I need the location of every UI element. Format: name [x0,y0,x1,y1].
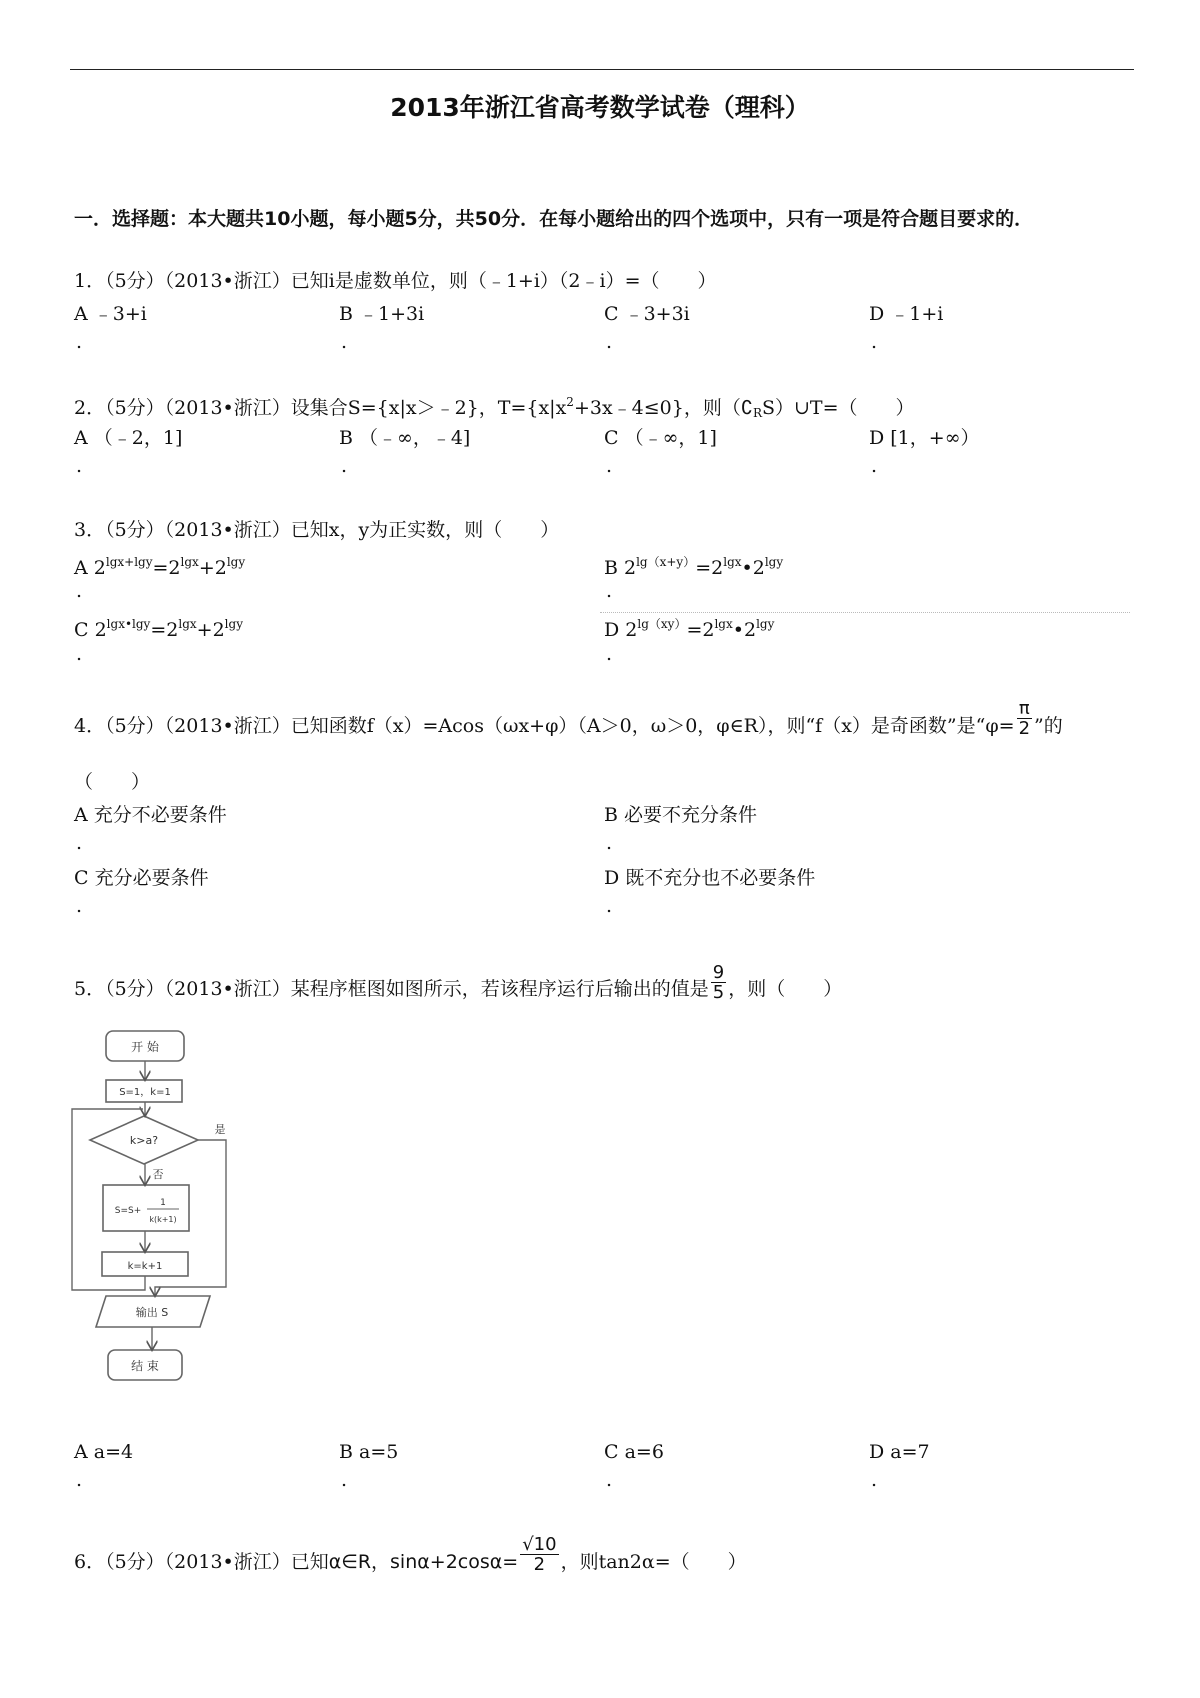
q4-option-a: A 充分不必要条件 [74,804,227,826]
q1-option-c: C ﹣3+3i [604,303,690,325]
sqrt10-over-2-fraction: $\frac{√10}{2}$ [522,1534,557,1575]
option-dot: . [341,455,348,477]
q3-option-d: D $2^{lg(xy)}=2^{lgx}•2^{lgy}$ [604,617,775,641]
section-heading: 一．选择题：本大题共10小题，每小题5分，共50分．在每小题给出的四个选项中，只有一项是符合题目要求的． [74,208,1034,230]
q4-option-b: B 必要不充分条件 [604,804,758,826]
flow-update-num: 1 [160,1198,166,1208]
question-4-stem: 4．（5分）（2013•浙江）已知函数f（x）=Acos（ωx+φ）（A＞0，ω＞0，φ∈R），则“f（x）是奇函数”是“φ= $\frac{\pi}{2}$ ”的 [74,698,1063,739]
q2-option-a: A （﹣2，1] [74,427,183,449]
option-dot: . [76,1469,83,1491]
question-5-stem: 5．（5分）（2013•浙江）某程序框图如图所示，若该程序运行后输出的值是 $\frac{9}{5}$ ，则（ ） [74,962,843,1003]
page-title: 2013年浙江省高考数学试卷（理科） [390,93,810,122]
question-1-stem: 1．（5分）（2013•浙江）已知i是虚数单位，则（﹣1+i）（2﹣i）=（ ） [74,270,717,292]
q3-option-b: B $2^{lg(x+y)}=2^{lgx}•2^{lgy}$ [604,555,784,579]
q1-option-d: D ﹣1+i [869,303,944,325]
q1-option-a: A ﹣3+i [74,303,147,325]
flow-yes-label: 是 [214,1123,226,1136]
flow-init-label: S=1，k=1 [119,1087,171,1098]
option-dot: . [606,331,613,353]
question-6-stem: 6．（5分）（2013•浙江）已知α∈R，sinα+2cosα= $\frac{√10}{2}$ ，则tan2α=（ ） [74,1534,747,1575]
nine-fifths-fraction: $\frac{9}{5}$ [712,962,725,1003]
q4-option-d: D 既不充分也不必要条件 [604,867,816,889]
q1-option-b: B ﹣1+3i [339,303,425,325]
option-dot: . [341,1469,348,1491]
flow-start-label: 开 始 [131,1040,159,1054]
option-dot: . [606,1469,613,1491]
option-dot: . [871,455,878,477]
option-dot: . [76,895,83,917]
option-dot: . [606,832,613,854]
option-dot: . [341,331,348,353]
q3-option-a: A $2^{lgx+lgy}=2^{lgx}+2^{lgy}$ [74,555,246,579]
flow-end-label: 结 束 [131,1359,159,1373]
option-dot: . [76,455,83,477]
option-dot: . [606,455,613,477]
flow-update-den: k(k+1) [149,1215,177,1224]
flow-update-label: S=S+ [114,1206,142,1216]
flow-no-label: 否 [152,1168,164,1181]
option-dot: . [606,643,613,665]
q2-option-b: B （﹣∞，﹣4] [339,427,471,449]
option-dot: . [606,580,613,602]
q2-option-d: D [1，+∞） [869,427,980,449]
option-dot: . [606,895,613,917]
pi-over-2-fraction: $\frac{\pi}{2}$ [1018,698,1031,739]
option-dot: . [76,832,83,854]
top-rule [70,69,1134,70]
q5-option-c: C a=6 [604,1441,664,1463]
option-dot: . [76,331,83,353]
question-2-stem: 2．（5分）（2013•浙江）设集合S={x|x＞﹣2}，$T=\{x|x^2+3x﹣4\le 0\}$，则$(∁_RS)\cup T=$（ ） [74,395,915,420]
q5-option-b: B a=5 [339,1441,399,1463]
question-3-stem: 3．（5分）（2013•浙江）已知x，y为正实数，则（ ） [74,519,560,541]
option-dot: . [76,643,83,665]
option-dot: . [76,580,83,602]
flow-output-label: 输出 S [135,1306,169,1319]
option-dot: . [871,331,878,353]
q5-option-a: A a=4 [74,1441,134,1463]
q3-option-c: C $2^{lgx•lgy}=2^{lgx}+2^{lgy}$ [74,617,243,641]
program-flowchart [70,1025,240,1425]
option-dot: . [871,1469,878,1491]
flow-inc-label: k=k+1 [127,1261,163,1272]
dotted-divider [600,612,1130,613]
q5-option-d: D a=7 [869,1441,930,1463]
q2-option-c: C （﹣∞，1] [604,427,717,449]
question-4-stem-line2: （ ） [74,771,151,793]
q4-option-c: C 充分必要条件 [74,867,209,889]
flow-cond-label: k>a? [129,1134,159,1147]
